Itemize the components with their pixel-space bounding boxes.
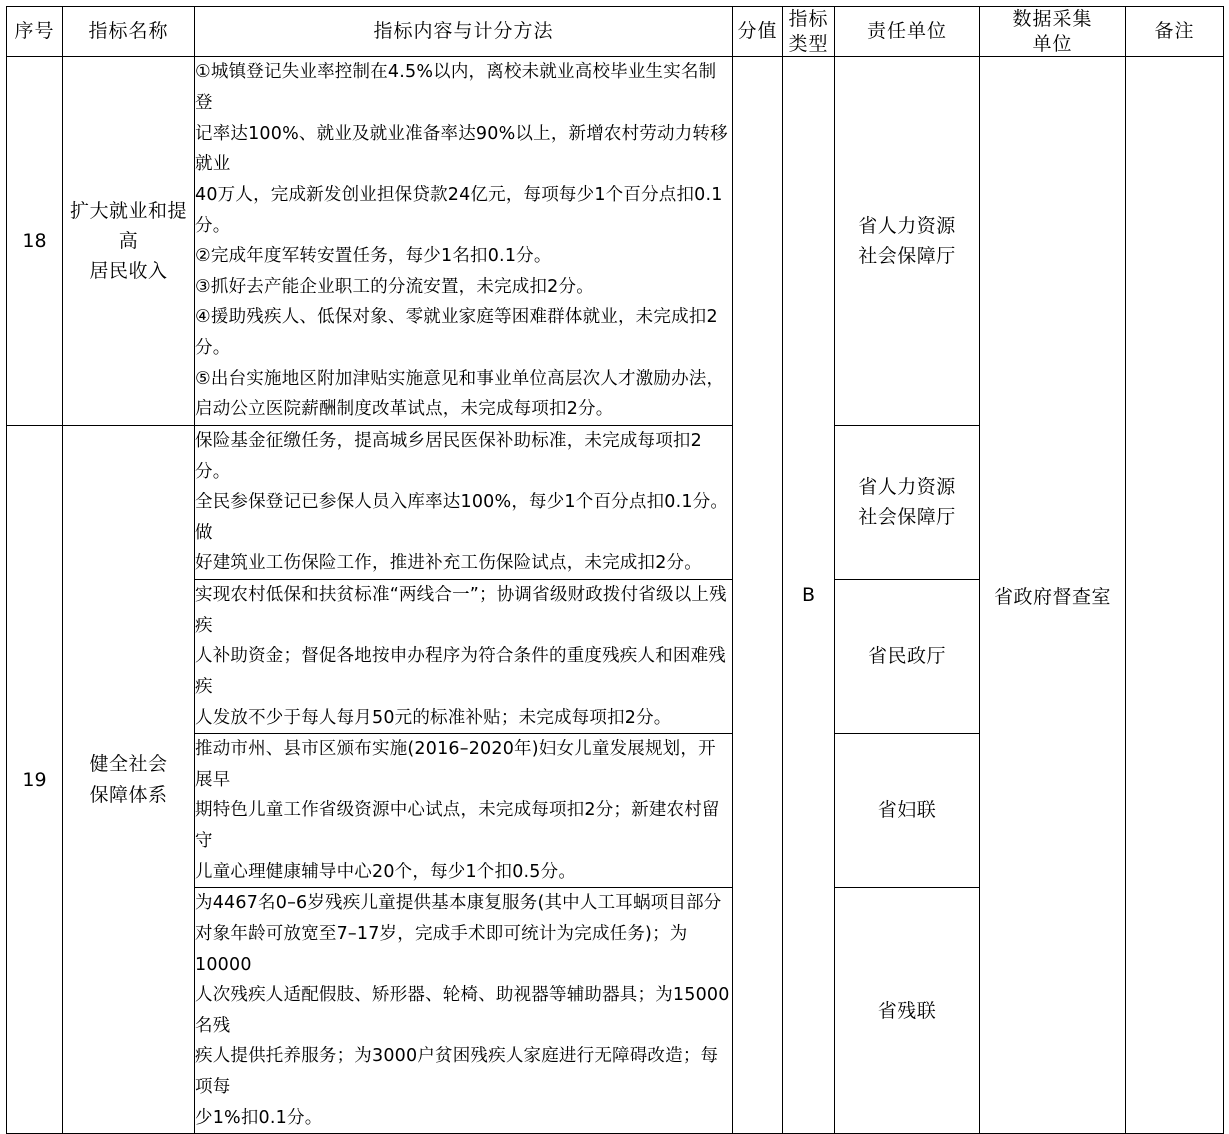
row-responsible-unit	[835, 57, 980, 426]
row-indicator-content	[195, 734, 733, 888]
row-responsible-unit-line1: 省民政厅	[867, 645, 946, 668]
col-header-seq: 序号	[7, 7, 63, 57]
col-header-collection-unit-line1: 数据采集	[1012, 8, 1093, 30]
content-line: 疾人提供托养服务；为3000户贫困残疾人家庭进行无障碍改造；每项每	[195, 1046, 719, 1097]
col-header-indicator-content: 指标内容与计分方法	[195, 7, 733, 57]
row-indicator-name-line1: 扩大就业和提高	[69, 199, 187, 252]
row-indicator-content	[195, 425, 733, 579]
row-responsible-unit	[835, 888, 980, 1134]
row-responsible-unit-line1: 省妇联	[877, 799, 937, 822]
content-line: ②完成年度军转安置任务，每少1名扣0.1分。	[195, 246, 552, 267]
row-indicator-content	[195, 580, 733, 734]
row-indicator-name-line2: 保障体系	[89, 783, 168, 806]
content-line: 人发放不少于每人每月50元的标准补贴；未完成每项扣2分。	[195, 707, 672, 728]
row-responsible-unit-line1: 省残联	[877, 999, 937, 1022]
col-header-remark: 备注	[1126, 7, 1224, 57]
content-line: ③抓好去产能企业职工的分流安置，未完成扣2分。	[195, 276, 594, 297]
content-line: 对象年龄可放宽至7–17岁，完成手术即可统计为完成任务)；为10000	[195, 923, 688, 975]
content-line: 好建筑业工伤保险工作，推进补充工伤保险试点，未完成扣2分。	[195, 553, 702, 574]
content-line: 实现农村低保和扶贫标准“两线合一”；协调省级财政拨付省级以上残疾	[195, 585, 727, 636]
row-indicator-content	[195, 57, 733, 426]
content-line: 启动公立医院薪酬制度改革试点，未完成每项扣2分。	[195, 399, 614, 420]
row-seq: 19	[7, 425, 63, 1133]
row-responsible-unit-line1: 省人力资源	[858, 476, 956, 499]
row-indicator-name-line1: 健全社会	[89, 753, 168, 776]
table-row	[7, 57, 1224, 426]
content-line: 推动市州、县市区颁布实施(2016–2020年)妇女儿童发展规划，开展早	[195, 739, 716, 790]
content-line: ④援助残疾人、低保对象、零就业家庭等困难群体就业，未完成扣2分。	[195, 307, 718, 358]
col-header-indicator-type-line2: 类型	[788, 32, 829, 55]
row-indicator-name	[63, 57, 195, 426]
col-header-indicator-name: 指标名称	[63, 7, 195, 57]
col-header-responsible-unit: 责任单位	[835, 7, 980, 57]
content-line: 人次残疾人适配假肢、矫形器、轮椅、助视器等辅助器具；为15000名残	[195, 985, 730, 1036]
content-line: 人补助资金；督促各地按申办程序为符合条件的重度残疾人和困难残疾	[195, 646, 726, 697]
row-responsible-unit-line2: 社会保障厅	[858, 506, 956, 529]
row-indicator-name-line2: 居民收入	[89, 260, 168, 283]
row-indicator-type: B	[783, 57, 835, 1134]
content-line: 为4467名0–6岁残疾儿童提供基本康复服务(其中人工耳蜗项目部分	[195, 893, 722, 914]
content-line: 少1%扣0.1分。	[195, 1107, 323, 1128]
assessment-table	[6, 6, 1224, 1134]
row-score	[733, 57, 783, 1134]
content-line: 保险基金征缴任务，提高城乡居民医保补助标准，未完成每项扣2分。	[195, 430, 702, 482]
content-line: 记率达100%、就业及就业准备率达90%以上，新增农村劳动力转移就业	[195, 123, 728, 175]
col-header-indicator-type-line1: 指标	[788, 8, 829, 30]
row-responsible-unit-line1: 省人力资源	[858, 214, 956, 237]
row-responsible-unit-line2: 社会保障厅	[858, 245, 956, 268]
content-line: 40万人，完成新发创业担保贷款24亿元，每项每少1个百分点扣0.1分。	[195, 184, 723, 236]
col-header-collection-unit-line2: 单位	[1032, 32, 1073, 55]
col-header-score: 分值	[733, 7, 783, 57]
content-line: ⑤出台实施地区附加津贴实施意见和事业单位高层次人才激励办法，	[195, 368, 725, 389]
content-line: 儿童心理健康辅导中心20个，每少1个扣0.5分。	[195, 861, 577, 882]
row-collection-unit: 省政府督查室	[980, 57, 1126, 1134]
row-responsible-unit	[835, 580, 980, 734]
content-line: 期特色儿童工作省级资源中心试点，未完成每项扣2分；新建农村留守	[195, 800, 720, 851]
col-header-indicator-type	[783, 7, 835, 57]
table-header-row	[7, 7, 1224, 57]
row-remark	[1126, 57, 1224, 1134]
row-seq: 18	[7, 57, 63, 426]
row-responsible-unit	[835, 425, 980, 579]
row-indicator-content	[195, 888, 733, 1134]
content-line: 全民参保登记已参保人员入库率达100%，每少1个百分点扣0.1分。做	[195, 492, 729, 543]
row-responsible-unit	[835, 734, 980, 888]
row-indicator-name	[63, 425, 195, 1133]
content-line: ①城镇登记失业率控制在4.5%以内，离校未就业高校毕业生实名制登	[195, 62, 717, 113]
col-header-collection-unit	[980, 7, 1126, 57]
